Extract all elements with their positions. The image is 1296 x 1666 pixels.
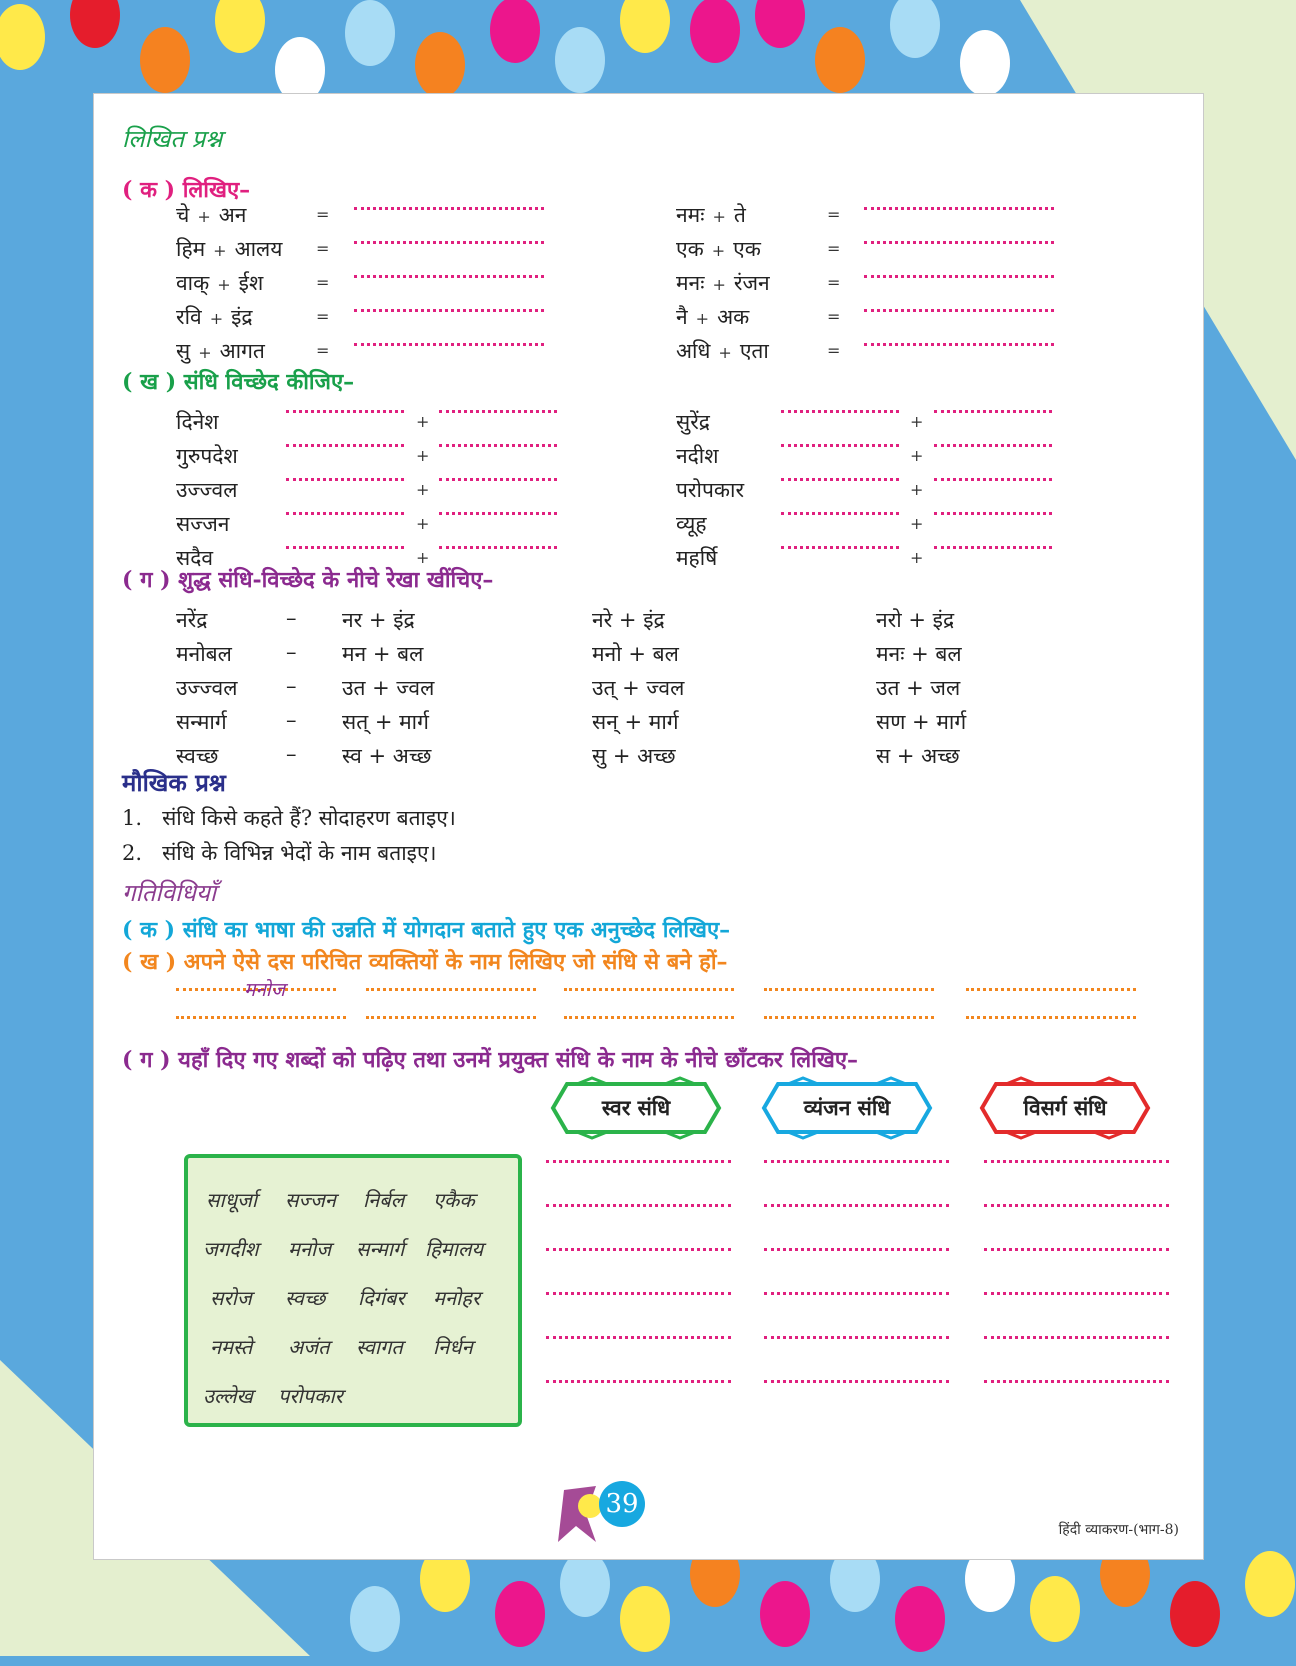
word-bank-box [184, 1154, 522, 1427]
word-bank-item: दिगंबर [358, 1286, 405, 1310]
sandhi-word: सन्मार्ग [176, 710, 227, 734]
answer-blank[interactable] [286, 444, 404, 447]
plus-sign: + [910, 480, 924, 499]
oral-item-text: संधि किसे कहते हैं? सोदाहरण बताइए। [162, 806, 456, 830]
answer-blank[interactable] [934, 444, 1052, 447]
name-blank[interactable] [966, 988, 1136, 991]
activity-b: ( ख ) अपने ऐसे दस परिचित व्यक्तियों के नाम लिखिए जो संधि से बने हों– [122, 949, 728, 975]
word-bank-item: मनोज [288, 1237, 332, 1261]
answer-blank[interactable] [354, 343, 544, 346]
worksheet-page [93, 93, 1204, 1560]
sandhi-part: नै [676, 305, 688, 329]
sandhi-part: इंद्र [231, 305, 253, 329]
dash: – [286, 708, 297, 732]
plus-sign: + [910, 412, 924, 431]
word-bank-item: अजंत [288, 1335, 330, 1359]
answer-blank[interactable] [439, 478, 557, 481]
plus-sign: + [712, 275, 726, 294]
word-bank-item: सज्जन [285, 1188, 336, 1212]
equals-sign: = [316, 307, 330, 326]
section-a-item [176, 201, 246, 229]
top-dots-decoration [0, 0, 1296, 102]
word-bank-item: स्वच्छ [285, 1286, 326, 1310]
section-a-item [176, 337, 265, 365]
sandhi-part: आगत [219, 339, 265, 363]
word-bank-item: निर्बल [363, 1188, 405, 1212]
sandhi-word: व्यूह [676, 512, 707, 536]
answer-blank[interactable] [764, 1336, 949, 1339]
answer-blank[interactable] [354, 309, 544, 312]
equals-sign: = [827, 273, 841, 292]
plus-sign: + [416, 514, 430, 533]
word-bank-item: मनोहर [433, 1286, 481, 1310]
answer-blank[interactable] [764, 1204, 949, 1207]
sandhi-part: रंजन [733, 271, 770, 295]
split-option[interactable]: उत + ज्वल [342, 676, 435, 700]
plus-sign: + [910, 548, 924, 567]
plus-sign: + [217, 275, 231, 294]
answer-blank[interactable] [286, 410, 404, 413]
sandhi-word: स्वच्छ [176, 744, 219, 768]
plus-sign: + [711, 241, 726, 260]
plus-sign: + [416, 446, 430, 465]
answer-blank[interactable] [934, 410, 1052, 413]
answer-blank[interactable] [864, 275, 1054, 278]
word-bank-item: साधूर्जा [206, 1188, 258, 1212]
answer-blank[interactable] [546, 1204, 731, 1207]
section-a-item [676, 337, 769, 365]
oral-item [122, 804, 456, 832]
oral-item-text: संधि के विभिन्न भेदों के नाम बताइए। [162, 841, 437, 865]
section-a-label: ( क ) लिखिए– [122, 177, 251, 203]
sandhi-part: एता [739, 339, 769, 363]
banner-visarg-sandhi [976, 1076, 1154, 1140]
oral-item-number: 2. [122, 841, 143, 865]
sandhi-word: परोपकार [676, 478, 745, 502]
split-option[interactable]: स्व + अच्छ [342, 744, 432, 768]
split-option[interactable]: सन् + मार्ग [592, 710, 679, 734]
bottom-dots-decoration [0, 1556, 1296, 1666]
section-a-item [676, 303, 749, 331]
split-option[interactable]: सण + मार्ग [876, 710, 967, 734]
name-blank[interactable] [764, 988, 934, 991]
split-option[interactable]: उत् + ज्वल [592, 676, 685, 700]
answer-blank[interactable] [781, 512, 899, 515]
equals-sign: = [827, 341, 841, 360]
plus-sign: + [209, 309, 224, 328]
oral-item [122, 839, 437, 867]
equals-sign: = [316, 205, 330, 224]
answer-blank[interactable] [984, 1204, 1169, 1207]
written-questions-heading: लिखित प्रश्न [122, 125, 223, 153]
name-blank[interactable] [366, 988, 536, 991]
sandhi-word: महर्षि [676, 546, 718, 570]
answer-blank[interactable] [934, 512, 1052, 515]
sandhi-word: नदीश [676, 444, 719, 468]
sandhi-part: एक [676, 237, 704, 261]
section-a-item [176, 269, 263, 297]
sandhi-word: उज्ज्वल [176, 478, 238, 502]
sandhi-word: उज्ज्वल [176, 676, 238, 700]
answer-blank[interactable] [781, 410, 899, 413]
answer-blank[interactable] [546, 1292, 731, 1295]
split-option[interactable]: नरो + इंद्र [876, 608, 955, 632]
sandhi-part: ते [733, 203, 746, 227]
activities-heading: गतिविधियाँ [122, 879, 217, 907]
word-bank-item: नमस्ते [210, 1335, 253, 1359]
answer-blank[interactable] [286, 478, 404, 481]
sandhi-word: दिनेश [176, 410, 219, 434]
answer-blank[interactable] [764, 1380, 949, 1383]
plus-sign: + [213, 241, 227, 260]
answer-blank[interactable] [439, 546, 557, 549]
answer-blank[interactable] [864, 241, 1054, 244]
plus-sign: + [695, 309, 710, 328]
word-bank-item: सरोज [210, 1286, 252, 1310]
section-a-item [676, 269, 770, 297]
split-option[interactable]: मनः + बल [876, 642, 962, 666]
dash: – [286, 606, 297, 630]
oral-questions-heading: मौखिक प्रश्न [122, 768, 226, 797]
section-c-label: ( ग ) शुद्ध संधि-विच्छेद के नीचे रेखा खींचिए– [122, 567, 494, 593]
answer-blank[interactable] [864, 309, 1054, 312]
plus-sign: + [416, 412, 430, 431]
sandhi-word: सदैव [176, 546, 214, 570]
answer-blank[interactable] [354, 275, 544, 278]
answer-blank[interactable] [934, 546, 1052, 549]
book-title-footer: हिंदी व्याकरण-(भाग-8) [1058, 1522, 1179, 1538]
sandhi-part: अधि [676, 339, 711, 363]
answer-blank[interactable] [984, 1160, 1169, 1163]
oral-item-number: 1. [122, 806, 143, 830]
activity-a: ( क ) संधि का भाषा की उन्नति में योगदान बताते हुए एक अनुच्छेद लिखिए– [122, 917, 731, 943]
activity-c: ( ग ) यहाँ दिए गए शब्दों को पढ़िए तथा उनमें प्रयुक्त संधि के नाम के नीचे छाँटकर लिखिए– [122, 1047, 859, 1073]
name-blank[interactable] [564, 1016, 734, 1019]
equals-sign: = [827, 239, 841, 258]
name-blank[interactable] [366, 1016, 536, 1019]
equals-sign: = [316, 239, 330, 258]
plus-sign: + [910, 446, 924, 465]
sandhi-part: ईश [238, 271, 264, 295]
word-bank-item: सन्मार्ग [356, 1237, 405, 1261]
answer-blank[interactable] [439, 410, 557, 413]
split-option[interactable]: मन + बल [342, 642, 424, 666]
sandhi-part: सु [176, 339, 191, 363]
word-bank-item: उल्लेख [203, 1384, 253, 1408]
dash: – [286, 674, 297, 698]
split-option[interactable]: मनो + बल [592, 642, 679, 666]
sandhi-word: सुरेंद्र [676, 410, 710, 434]
word-bank-item: निर्धन [433, 1335, 473, 1359]
answer-blank[interactable] [764, 1292, 949, 1295]
answer-blank[interactable] [354, 241, 544, 244]
plus-sign: + [712, 207, 726, 226]
answer-blank[interactable] [286, 512, 404, 515]
plus-sign: + [416, 548, 430, 567]
answer-blank[interactable] [934, 478, 1052, 481]
sandhi-part: चे [176, 203, 190, 227]
split-option[interactable]: स + अच्छ [876, 744, 960, 768]
banner-vyanjan-sandhi [758, 1076, 936, 1140]
banner-label: विसर्ग संधि [1023, 1095, 1107, 1120]
split-option[interactable]: उत + जल [876, 676, 961, 700]
answer-blank[interactable] [984, 1248, 1169, 1251]
answer-blank[interactable] [354, 207, 544, 210]
word-bank-item: एकैक [433, 1188, 475, 1212]
sandhi-part: अन [218, 203, 247, 227]
name-blank[interactable] [764, 1016, 934, 1019]
page-corner-ribbon-icon [556, 1486, 604, 1542]
answer-blank[interactable] [764, 1248, 949, 1251]
plus-sign: + [198, 343, 212, 362]
answer-blank[interactable] [764, 1160, 949, 1163]
answer-blank[interactable] [546, 1380, 731, 1383]
answer-blank[interactable] [546, 1336, 731, 1339]
split-option[interactable]: सत् + मार्ग [342, 710, 429, 734]
sandhi-part: वाक् [176, 271, 210, 295]
answer-blank[interactable] [439, 512, 557, 515]
answer-blank[interactable] [286, 546, 404, 549]
answer-blank[interactable] [781, 546, 899, 549]
plus-sign: + [718, 343, 732, 362]
equals-sign: = [316, 341, 330, 360]
split-option[interactable]: नर + इंद्र [342, 608, 415, 632]
word-bank-item: जगदीश [203, 1237, 259, 1261]
answer-blank[interactable] [546, 1160, 731, 1163]
sandhi-part: अक [717, 305, 750, 329]
answer-blank[interactable] [781, 478, 899, 481]
answer-blank[interactable] [439, 444, 557, 447]
section-a-item [676, 235, 761, 263]
word-bank-item: परोपकार [278, 1384, 343, 1408]
answer-blank[interactable] [984, 1292, 1169, 1295]
equals-sign: = [316, 273, 330, 292]
sandhi-part: हिम [176, 237, 206, 261]
banner-label: व्यंजन संधि [803, 1095, 891, 1120]
sandhi-part: एक [733, 237, 761, 261]
plus-sign: + [197, 207, 211, 226]
answer-blank[interactable] [864, 343, 1054, 346]
sandhi-part: रवि [176, 305, 202, 329]
banner-label: स्वर संधि [601, 1095, 671, 1120]
plus-sign: + [416, 480, 430, 499]
name-blank[interactable] [966, 1016, 1136, 1019]
sandhi-word: नरेंद्र [176, 608, 208, 632]
section-a-item [176, 235, 282, 263]
split-option[interactable]: नरे + इंद्र [592, 608, 665, 632]
banner-svar-sandhi [547, 1076, 725, 1140]
answer-blank[interactable] [781, 444, 899, 447]
section-a-item [676, 201, 746, 229]
sandhi-part: मनः [676, 271, 705, 295]
dash: – [286, 640, 297, 664]
section-a-item [176, 303, 253, 331]
sandhi-word: गुरुपदेश [176, 444, 238, 468]
answer-blank[interactable] [864, 207, 1054, 210]
plus-sign: + [910, 514, 924, 533]
word-bank-item: स्वागत [356, 1335, 403, 1359]
page-number: 39 [599, 1481, 645, 1527]
example-name: मनोज [244, 979, 285, 1001]
section-b-label: ( ख ) संधि विच्छेद कीजिए– [122, 369, 355, 395]
equals-sign: = [827, 307, 841, 326]
dash: – [286, 742, 297, 766]
name-blank[interactable] [564, 988, 734, 991]
sandhi-part: नमः [676, 203, 705, 227]
answer-blank[interactable] [984, 1380, 1169, 1383]
split-option[interactable]: सु + अच्छ [592, 744, 676, 768]
answer-blank[interactable] [984, 1336, 1169, 1339]
sandhi-word: सज्जन [176, 512, 230, 536]
word-bank-item: हिमालय [425, 1237, 484, 1261]
sandhi-part: आलय [234, 237, 283, 261]
sandhi-word: मनोबल [176, 642, 232, 666]
equals-sign: = [827, 205, 841, 224]
name-blank[interactable] [176, 1016, 346, 1019]
answer-blank[interactable] [546, 1248, 731, 1251]
